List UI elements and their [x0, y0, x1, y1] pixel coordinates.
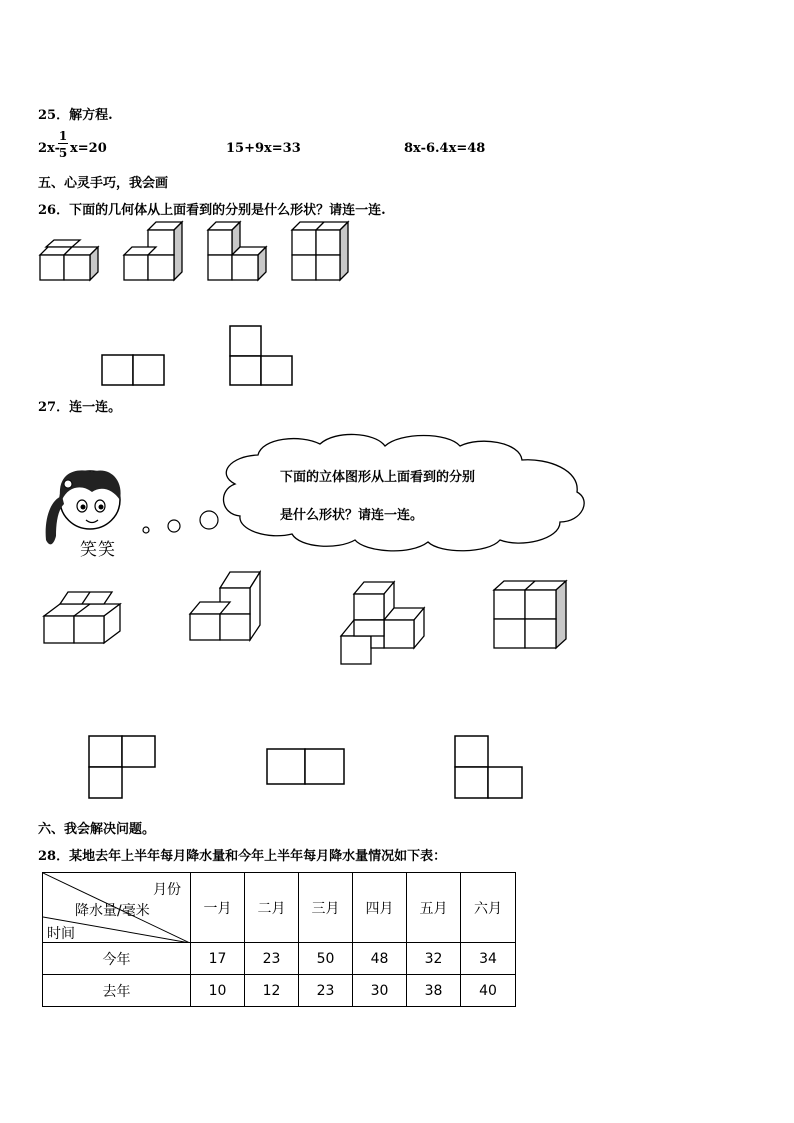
equation-1-suffix: x=20: [70, 141, 107, 156]
section-6-heading: 六、我会解决问题。: [38, 822, 156, 837]
q27-cube-figure-3: [341, 582, 424, 664]
q27-top-view-1: [89, 736, 155, 798]
bubble-text-line-1: 下面的立体图形从上面看到的分别: [280, 470, 476, 485]
q27-cube-figure-2: [190, 572, 260, 640]
q27-cube-figure-4: [494, 581, 566, 648]
header-rainfall-label: 降水量/毫米: [75, 903, 150, 919]
header-time-label: 时间: [47, 926, 75, 942]
thought-bubble-small-icon: [143, 527, 149, 533]
character-label: 笑笑: [80, 540, 116, 560]
equation-2: 15+9x=33: [226, 141, 301, 156]
table-cell: 30: [353, 975, 407, 1007]
month-header: 一月: [191, 873, 245, 943]
table-cell: 17: [191, 943, 245, 975]
thought-bubble-medium-icon: [168, 520, 180, 532]
row-label: 今年: [43, 943, 191, 975]
rainfall-table: [42, 872, 516, 1007]
table-cell: 32: [407, 943, 461, 975]
table-cell: 38: [407, 975, 461, 1007]
table-cell: 48: [353, 943, 407, 975]
table-cell: 50: [299, 943, 353, 975]
q27-top-view-3: [455, 736, 522, 798]
equation-3: 8x-6.4x=48: [404, 141, 486, 156]
fraction-numerator: 1: [58, 129, 68, 143]
q27-title: 27．连一连。: [38, 400, 122, 415]
month-header: 四月: [353, 873, 407, 943]
section-5-heading: 五、心灵手巧，我会画: [38, 176, 169, 191]
q27-cube-figure-1: [44, 592, 120, 643]
q28-title: 28．某地去年上半年每月降水量和今年上半年每月降水量情况如下表：: [38, 849, 447, 864]
table-diagonal-header: [43, 873, 191, 943]
thought-bubble-large-icon: [200, 511, 218, 529]
month-header: 三月: [299, 873, 353, 943]
table-cell: 23: [299, 975, 353, 1007]
q27-top-view-2: [267, 749, 344, 784]
fraction-denominator: 5: [58, 146, 68, 160]
header-month-label: 月份: [153, 882, 181, 898]
table-row: [43, 975, 516, 1007]
month-header: 二月: [245, 873, 299, 943]
table-cell: 10: [191, 975, 245, 1007]
q26-title: 26．下面的几何体从上面看到的分别是什么形状？请连一连.: [38, 203, 386, 218]
equation-1-prefix: 2x-: [38, 141, 60, 156]
table-row: [43, 943, 516, 975]
table-cell: 40: [461, 975, 516, 1007]
month-header: 六月: [461, 873, 516, 943]
thought-cloud-icon: [224, 434, 585, 550]
table-cell: 12: [245, 975, 299, 1007]
table-cell: 23: [245, 943, 299, 975]
row-label: 去年: [43, 975, 191, 1007]
bubble-text-line-2: 是什么形状？请连一连。: [280, 508, 424, 523]
month-header: 五月: [407, 873, 461, 943]
girl-character-icon: [46, 470, 121, 544]
table-cell: 34: [461, 943, 516, 975]
q25-title: 25．解方程.: [38, 108, 113, 123]
